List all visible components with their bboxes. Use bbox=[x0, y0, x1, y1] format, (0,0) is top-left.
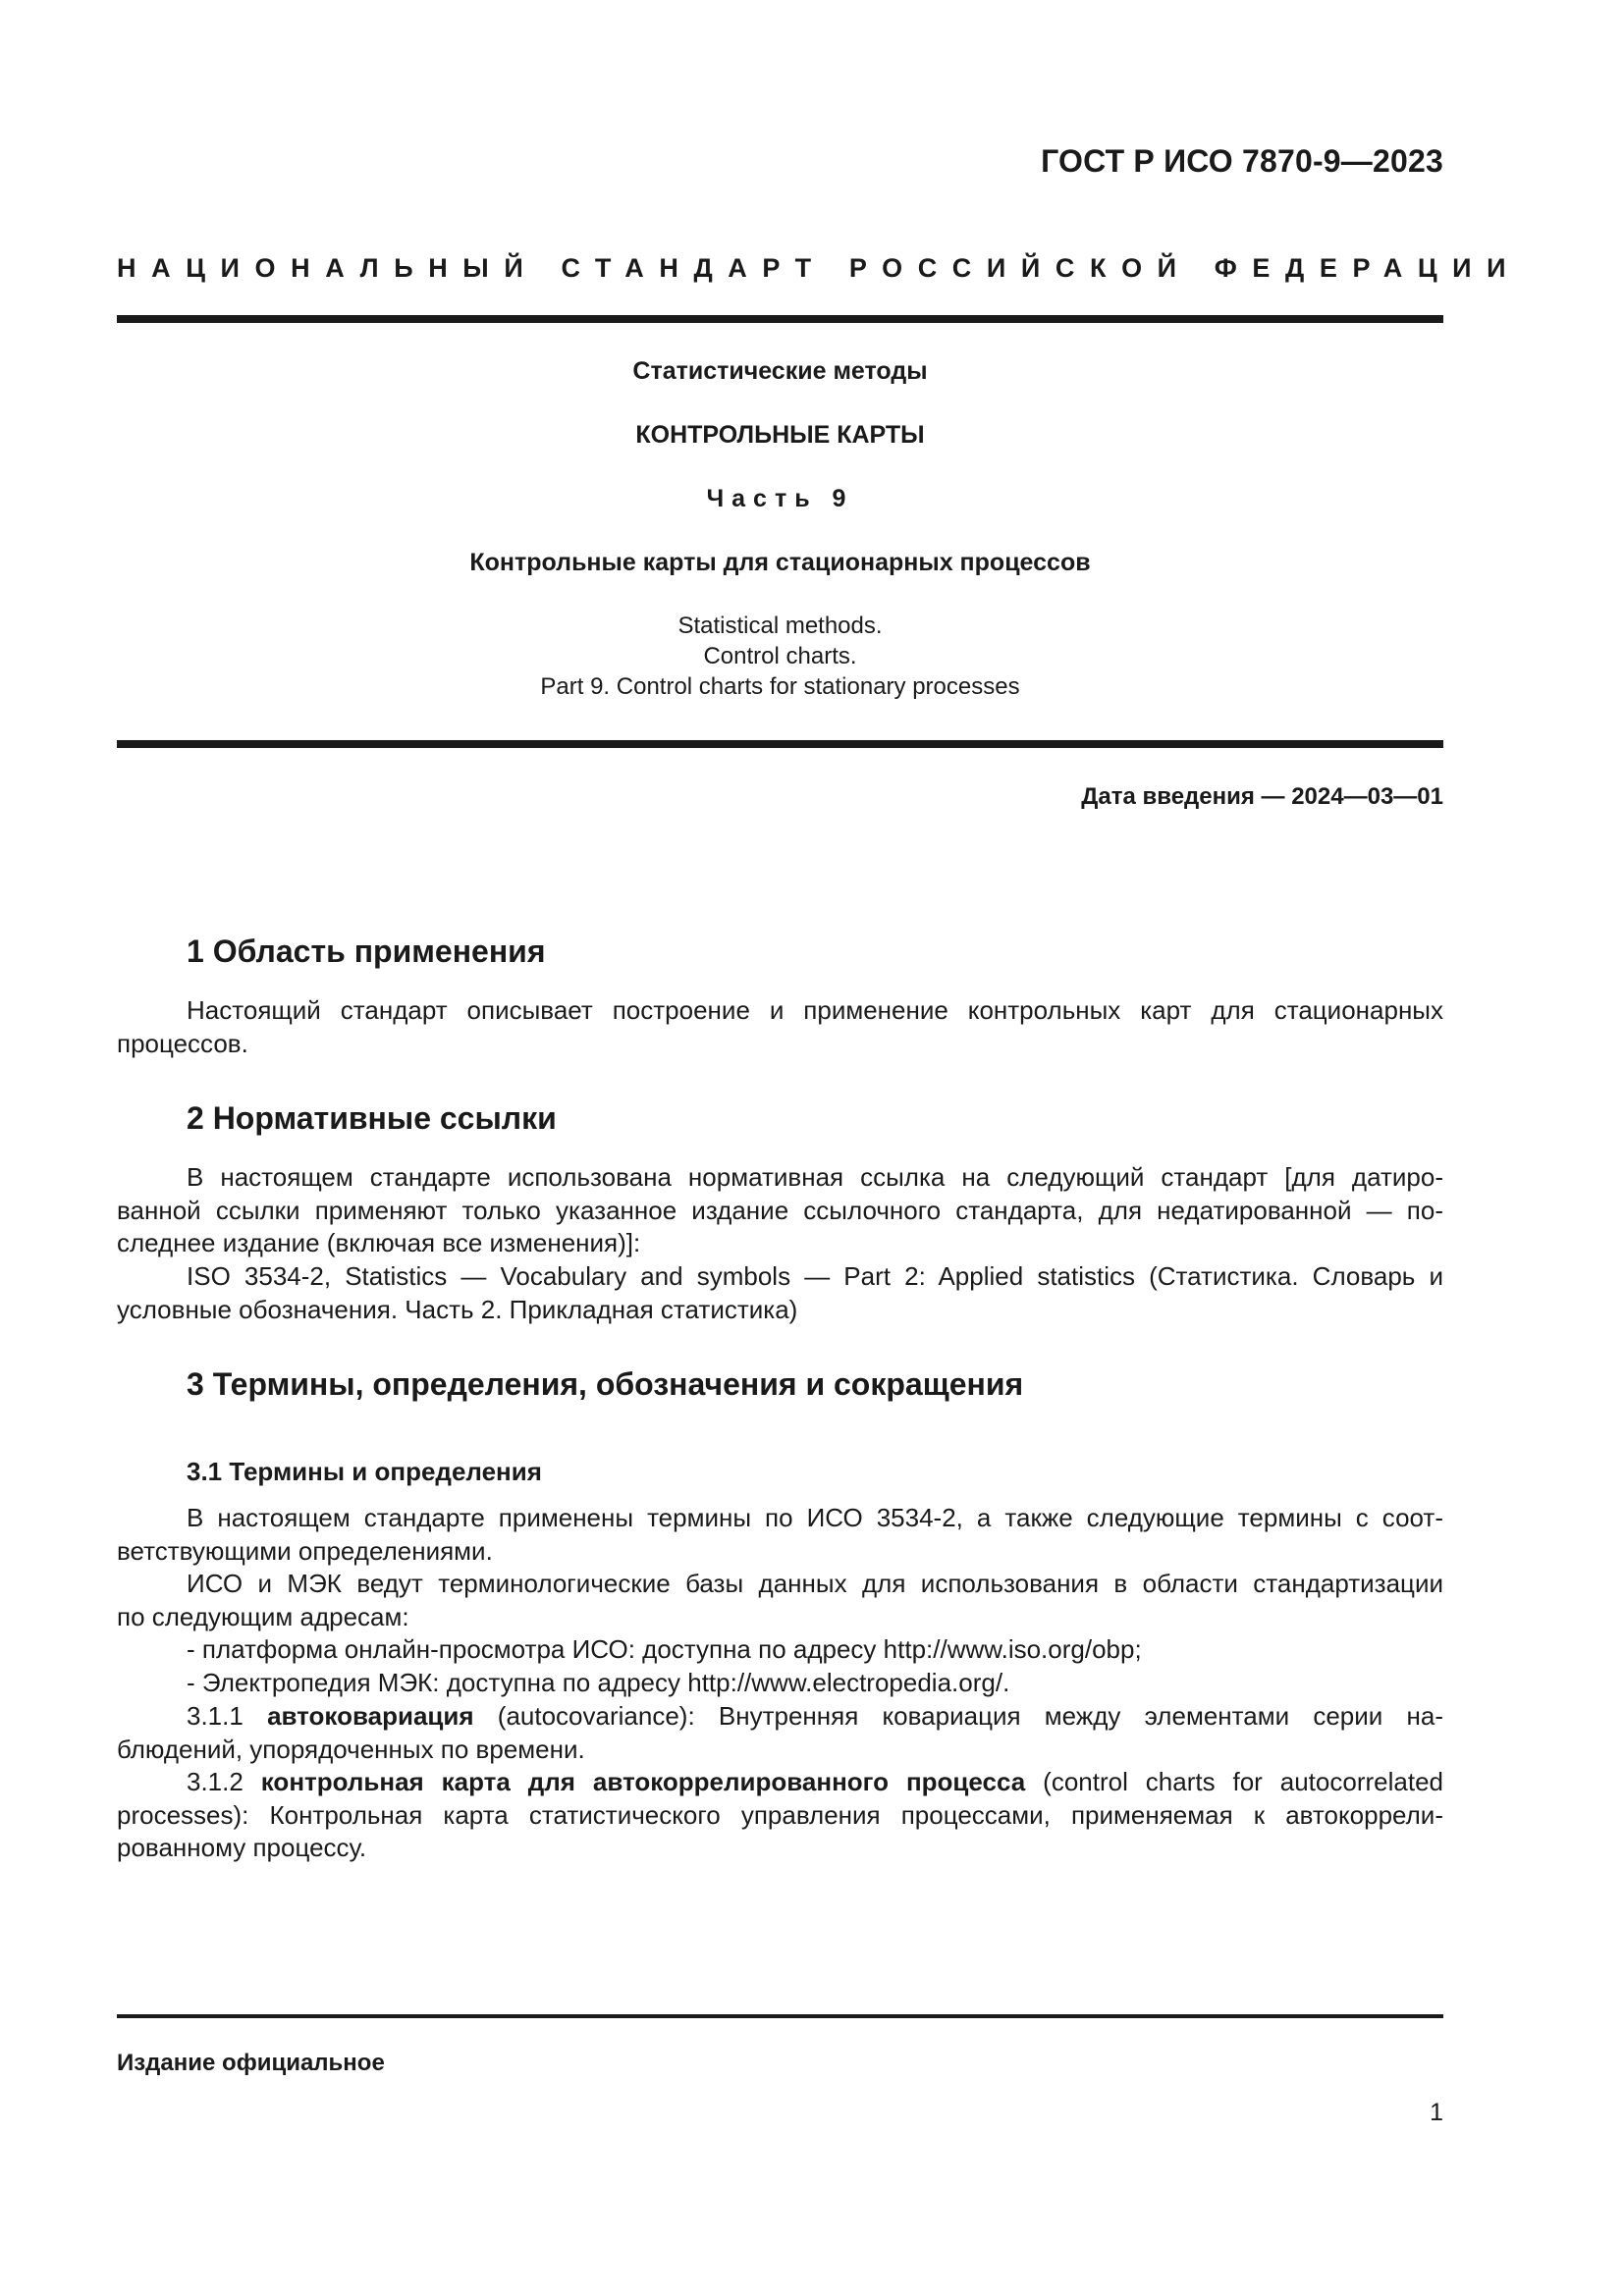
section-2-heading: 2 Нормативные ссылки bbox=[187, 1100, 557, 1136]
section-1-heading: 1 Область применения bbox=[187, 934, 546, 969]
top-divider bbox=[117, 315, 1443, 323]
page-number: 1 bbox=[1430, 2099, 1443, 2126]
term-autocovariance: автоковариация bbox=[267, 1701, 474, 1731]
title-part-number: Часть 9 bbox=[706, 485, 854, 512]
section-3-heading: 3 Термины, определения, обозначения и сокращения bbox=[187, 1366, 1024, 1402]
title-english-line-1: Statistical methods. bbox=[677, 613, 883, 639]
title-control-charts: КОНТРОЛЬНЫЕ КАРТЫ bbox=[635, 421, 925, 449]
title-statistical-methods: Статистические методы bbox=[632, 357, 928, 385]
section-3-paragraph-1: В настоящем стандарте применены термины по ИСО 3534-2, а также следующие термины с соот- ветствующими определениями. bbox=[117, 1503, 1443, 1566]
introduction-date: Дата введения — 2024—03—01 bbox=[1081, 783, 1443, 810]
official-edition-label: Издание официальное bbox=[117, 2050, 385, 2076]
term-3-1-1-autocovariance: 3.1.1 автоковариация (autocovariance): Внутренняя ковариация между элементами серии на- блюдений, упорядоченных по времени. bbox=[117, 1701, 1443, 1764]
title-english-line-3: Part 9. Control charts for stationary processes bbox=[540, 673, 1020, 700]
bullet-electropedia: - Электропедия МЭК: доступна по адресу http://www.electropedia.org/. bbox=[187, 1668, 1010, 1697]
national-standard-banner: НАЦИОНАЛЬНЫЙ СТАНДАРТ РОССИЙСКОЙ ФЕДЕРАЦИИ bbox=[117, 253, 1522, 283]
electropedia-link[interactable]: http://www.electropedia.org/ bbox=[687, 1668, 1003, 1697]
section-2-reference-iso-3534-2: ISO 3534-2, Statistics — Vocabulary and symbols — Part 2: Applied statistics (Статистика. Словарь и условные обозначения. Часть 2. Прикладная статистика) bbox=[117, 1261, 1443, 1324]
title-russian-subtitle: Контрольные карты для стационарных процессов bbox=[469, 549, 1091, 576]
term-control-chart-autocorrelated: контрольная карта для автокоррелированного процесса bbox=[260, 1767, 1026, 1796]
iso-obp-link[interactable]: http://www.iso.org/obp bbox=[883, 1634, 1135, 1664]
term-3-1-2-control-chart-autocorrelated: 3.1.2 контрольная карта для автокоррелированного процесса (control charts for autocorrelated processes): Контрольная карта статистического управления процессами, применяемая к автокоррели- рованному процессу. bbox=[117, 1767, 1443, 1862]
section-2-paragraph-1: В настоящем стандарте использована нормативная ссылка на следующий стандарт [для датиро- ванной ссылки применяют только указанное издание ссылочного стандарта, для недатированной — по- следнее издание (включая все изменения)]: bbox=[117, 1162, 1443, 1257]
title-english-line-2: Control charts. bbox=[703, 643, 857, 669]
bullet-iso-obp: - платформа онлайн-просмотра ИСО: доступна по адресу http://www.iso.org/obp; bbox=[187, 1634, 1142, 1664]
footer-divider bbox=[117, 2014, 1443, 2018]
subsection-3-1-heading: 3.1 Термины и определения bbox=[187, 1457, 542, 1486]
section-1-paragraph: Настоящий стандарт описывает построение и применение контрольных карт для стационарных процессов. bbox=[117, 995, 1443, 1058]
section-3-paragraph-2: ИСО и МЭК ведут терминологические базы данных для использования в области стандартизации по следующим адресам: bbox=[117, 1569, 1443, 1631]
document-code: ГОСТ Р ИСО 7870-9—2023 bbox=[1041, 143, 1443, 179]
title-bottom-divider bbox=[117, 740, 1443, 748]
